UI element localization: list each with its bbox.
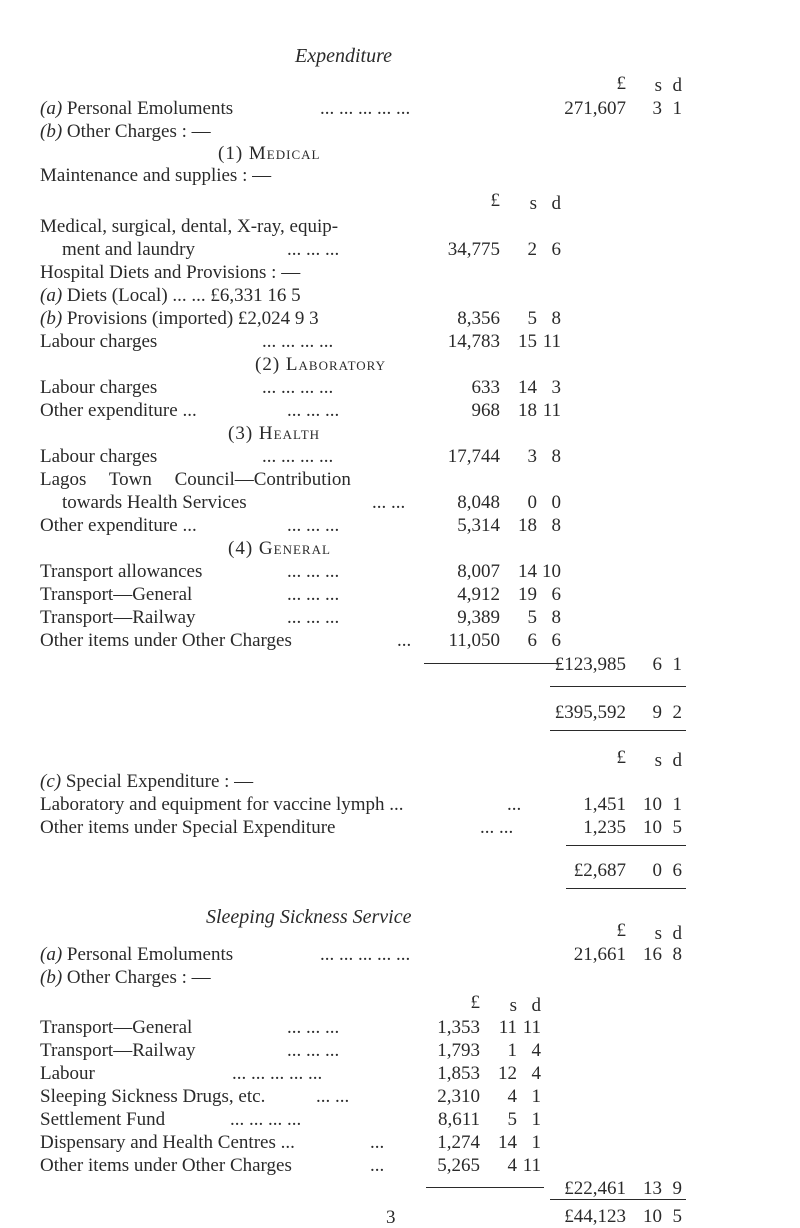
lab-labour-shillings: 14: [518, 377, 537, 398]
sleeping-item-pence: 4: [531, 1040, 541, 1061]
sleeping-item-pounds: 1,353: [437, 1017, 480, 1038]
sleeping-item-pence: 11: [522, 1155, 541, 1176]
mid-shilling-header: s: [529, 193, 537, 214]
sleeping-personal-label: (a) Personal Emoluments: [40, 944, 234, 965]
special-pence-header: d: [672, 750, 682, 771]
health-labour-pence: 8: [551, 446, 561, 467]
general-item-pence: 6: [551, 584, 561, 605]
leader-dots: ... ...: [316, 1086, 350, 1107]
sleeping-pound-header: £: [616, 920, 626, 941]
special-total-pounds: £2,687: [573, 860, 626, 881]
personal-emoluments-label: (a) Personal Emoluments: [40, 98, 234, 119]
general-item-pence: 6: [551, 630, 561, 651]
other-charges-subtotal-pence: 1: [672, 654, 682, 675]
special-item-label: Laboratory and equipment for vaccine lymph ...: [40, 794, 404, 815]
special-item-label: Other items under Special Expenditure: [40, 817, 336, 838]
leader-dots: ... ... ...: [287, 607, 340, 628]
provisions-imported-line: (b) Provisions (imported) £2,024 9 3: [40, 308, 319, 329]
sleeping-item-pence: 1: [531, 1086, 541, 1107]
sleeping-item-pounds: 1,793: [437, 1040, 480, 1061]
lagos-pounds: 8,048: [457, 492, 500, 513]
leader-dots: ...: [370, 1132, 385, 1153]
sleeping-item-shillings: 12: [498, 1063, 517, 1084]
general-item-shillings: 14: [518, 561, 537, 582]
general-item-pence: 10: [542, 561, 561, 582]
medical-surgical-pence: 6: [551, 239, 561, 260]
leader-dots: ... ... ...: [287, 1017, 340, 1038]
expenditure-total-pounds: £395,592: [554, 702, 626, 723]
sleeping-item-pounds: 5,265: [437, 1155, 480, 1176]
personal-shillings: 3: [652, 98, 662, 119]
leader-dots: ...: [397, 630, 412, 651]
lagos-contribution-line1: Lagos Town Council—Contribution: [40, 469, 351, 490]
sleeping-item-pounds: 2,310: [437, 1086, 480, 1107]
special-item-shillings: 10: [643, 794, 662, 815]
medical-labour-pence: 11: [542, 331, 561, 352]
special-total-pence: 6: [672, 860, 682, 881]
total-rule: [550, 686, 686, 687]
sleeping-item-pence: 4: [531, 1063, 541, 1084]
expenditure-total-pence: 2: [672, 702, 682, 723]
other-charges-subtotal-pounds: £123,985: [554, 654, 626, 675]
pound-header: £: [616, 73, 626, 94]
sleeping-item-label: Transport—General: [40, 1017, 193, 1038]
sleeping-item-shillings: 5: [507, 1109, 517, 1130]
general-item-pounds: 4,912: [457, 584, 500, 605]
leader-dots: ... ... ... ... ...: [320, 944, 411, 965]
sleeping-pence-header: d: [672, 923, 682, 944]
sleeping-personal-shillings: 16: [643, 944, 662, 965]
general-item-pounds: 9,389: [457, 607, 500, 628]
mid-pence-header: d: [551, 193, 561, 214]
special-pound-header: £: [616, 747, 626, 768]
medical-labour-label: Labour charges: [40, 331, 158, 352]
sleeping-item-label: Other items under Other Charges: [40, 1155, 292, 1176]
medical-surgical-pounds: 34,775: [447, 239, 500, 260]
special-total-rule: [566, 845, 686, 846]
general-item-shillings: 6: [527, 630, 537, 651]
sleeping-item-pence: 1: [531, 1109, 541, 1130]
leader-dots: ... ...: [372, 492, 406, 513]
total-rule: [550, 730, 686, 731]
sleeping-item-shillings: 4: [507, 1155, 517, 1176]
leader-dots: ... ... ...: [287, 561, 340, 582]
pence-header: d: [672, 75, 682, 96]
other-charges-label: (b) Other Charges : —: [40, 121, 211, 142]
sleeping-item-label: Sleeping Sickness Drugs, etc.: [40, 1086, 266, 1107]
general-item-pounds: 11,050: [448, 630, 500, 651]
health-labour-pounds: 17,744: [447, 446, 500, 467]
general-item-label: Transport allowances: [40, 561, 203, 582]
maintenance-label: Maintenance and supplies : —: [40, 165, 272, 186]
expenditure-title: Expenditure: [295, 45, 393, 67]
diets-shillings: 5: [527, 308, 537, 329]
lagos-shillings: 0: [527, 492, 537, 513]
special-item-pounds: 1,451: [583, 794, 626, 815]
leader-dots: ... ... ... ...: [262, 446, 334, 467]
medical-surgical-line2: ment and laundry: [62, 239, 195, 260]
lab-labour-label: Labour charges: [40, 377, 158, 398]
medical-labour-shillings: 15: [518, 331, 537, 352]
sleeping-item-shillings: 4: [507, 1086, 517, 1107]
shilling-header: s: [654, 75, 662, 96]
sleeping-total-shillings: 10: [643, 1206, 662, 1227]
sleeping-mid-shilling-header: s: [509, 995, 517, 1016]
sleeping-item-label: Dispensary and Health Centres ...: [40, 1132, 295, 1153]
sleeping-item-shillings: 14: [498, 1132, 517, 1153]
sleeping-item-pounds: 8,611: [437, 1109, 480, 1130]
expenditure-total-shillings: 9: [652, 702, 662, 723]
leader-dots: ... ... ...: [287, 1040, 340, 1061]
sleeping-item-pence: 1: [531, 1132, 541, 1153]
lab-other-shillings: 18: [518, 400, 537, 421]
laboratory-heading: (2) Laboratory: [255, 354, 387, 375]
leader-dots: ...: [370, 1155, 385, 1176]
leader-dots: ... ... ...: [287, 400, 340, 421]
diets-pence: 8: [551, 308, 561, 329]
lagos-pence: 0: [551, 492, 561, 513]
sleeping-total-pence: 5: [672, 1206, 682, 1227]
health-other-shillings: 18: [518, 515, 537, 536]
health-other-pence: 8: [551, 515, 561, 536]
general-item-shillings: 19: [518, 584, 537, 605]
sleeping-other-charges-label: (b) Other Charges : —: [40, 967, 211, 988]
general-item-label: Other items under Other Charges: [40, 630, 292, 651]
special-item-pounds: 1,235: [583, 817, 626, 838]
sleeping-total-rule: [550, 1199, 686, 1200]
health-labour-label: Labour charges: [40, 446, 158, 467]
sleeping-mid-pound-header: £: [470, 992, 480, 1013]
lagos-contribution-line2: towards Health Services: [62, 492, 247, 513]
sleeping-mid-pence-header: d: [531, 995, 541, 1016]
general-heading: (4) General: [228, 538, 331, 559]
general-item-shillings: 5: [527, 607, 537, 628]
mid-pound-header: £: [490, 190, 500, 211]
lab-other-pence: 11: [542, 400, 561, 421]
sleeping-item-label: Labour: [40, 1063, 95, 1084]
sleeping-item-shillings: 11: [498, 1017, 517, 1038]
lab-labour-pounds: 633: [471, 377, 500, 398]
lab-other-label: Other expenditure ...: [40, 400, 197, 421]
leader-dots: ... ... ...: [287, 584, 340, 605]
personal-pounds: 271,607: [564, 98, 626, 119]
sleeping-personal-pence: 8: [672, 944, 682, 965]
medical-labour-pounds: 14,783: [447, 331, 500, 352]
general-item-label: Transport—Railway: [40, 607, 196, 628]
special-total-rule: [566, 888, 686, 889]
general-item-pounds: 8,007: [457, 561, 500, 582]
lab-other-pounds: 968: [471, 400, 500, 421]
leader-dots: ... ... ... ...: [230, 1109, 302, 1130]
medical-surgical-line1: Medical, surgical, dental, X-ray, equip-: [40, 216, 339, 237]
leader-dots: ... ... ... ... ...: [320, 98, 411, 119]
health-heading: (3) Health: [228, 423, 321, 444]
sleeping-shilling-header: s: [654, 923, 662, 944]
medical-heading: (1) Medical: [218, 143, 321, 164]
other-charges-subtotal-shillings: 6: [652, 654, 662, 675]
diets-pounds: 8,356: [457, 308, 500, 329]
page-number: 3: [386, 1207, 396, 1228]
special-item-shillings: 10: [643, 817, 662, 838]
special-item-pence: 1: [672, 794, 682, 815]
sleeping-item-pounds: 1,853: [437, 1063, 480, 1084]
hospital-diets-heading: Hospital Diets and Provisions : —: [40, 262, 301, 283]
lab-labour-pence: 3: [551, 377, 561, 398]
sleeping-item-pence: 11: [522, 1017, 541, 1038]
sleeping-item-shillings: 1: [507, 1040, 517, 1061]
health-other-label: Other expenditure ...: [40, 515, 197, 536]
sleeping-item-pounds: 1,274: [437, 1132, 480, 1153]
special-item-pence: 5: [672, 817, 682, 838]
sleeping-subtotal-pence: 9: [672, 1178, 682, 1199]
health-other-pounds: 5,314: [457, 515, 500, 536]
general-item-pence: 8: [551, 607, 561, 628]
sleeping-subtotal-shillings: 13: [643, 1178, 662, 1199]
sleeping-total-pounds: £44,123: [564, 1206, 626, 1227]
general-item-label: Transport—General: [40, 584, 193, 605]
leader-dots: ... ... ...: [287, 515, 340, 536]
leader-dots: ... ... ...: [287, 239, 340, 260]
special-total-shillings: 0: [652, 860, 662, 881]
sleeping-item-label: Transport—Railway: [40, 1040, 196, 1061]
sleeping-item-label: Settlement Fund: [40, 1109, 166, 1130]
special-expenditure-heading: (c) Special Expenditure : —: [40, 771, 254, 792]
personal-pence: 1: [672, 98, 682, 119]
health-labour-shillings: 3: [527, 446, 537, 467]
sleeping-personal-pounds: 21,661: [573, 944, 626, 965]
diets-local-line: (a) Diets (Local) ... ... £6,331 16 5: [40, 285, 301, 306]
leader-dots: ... ... ... ... ...: [232, 1063, 323, 1084]
leader-dots: ... ... ... ...: [262, 331, 334, 352]
sleeping-subtotal-pounds: £22,461: [564, 1178, 626, 1199]
leader-dots: ...: [507, 794, 522, 815]
sleeping-sickness-title: Sleeping Sickness Service: [206, 906, 412, 928]
medical-surgical-shillings: 2: [527, 239, 537, 260]
leader-dots: ... ...: [480, 817, 514, 838]
leader-dots: ... ... ... ...: [262, 377, 334, 398]
special-shilling-header: s: [654, 750, 662, 771]
